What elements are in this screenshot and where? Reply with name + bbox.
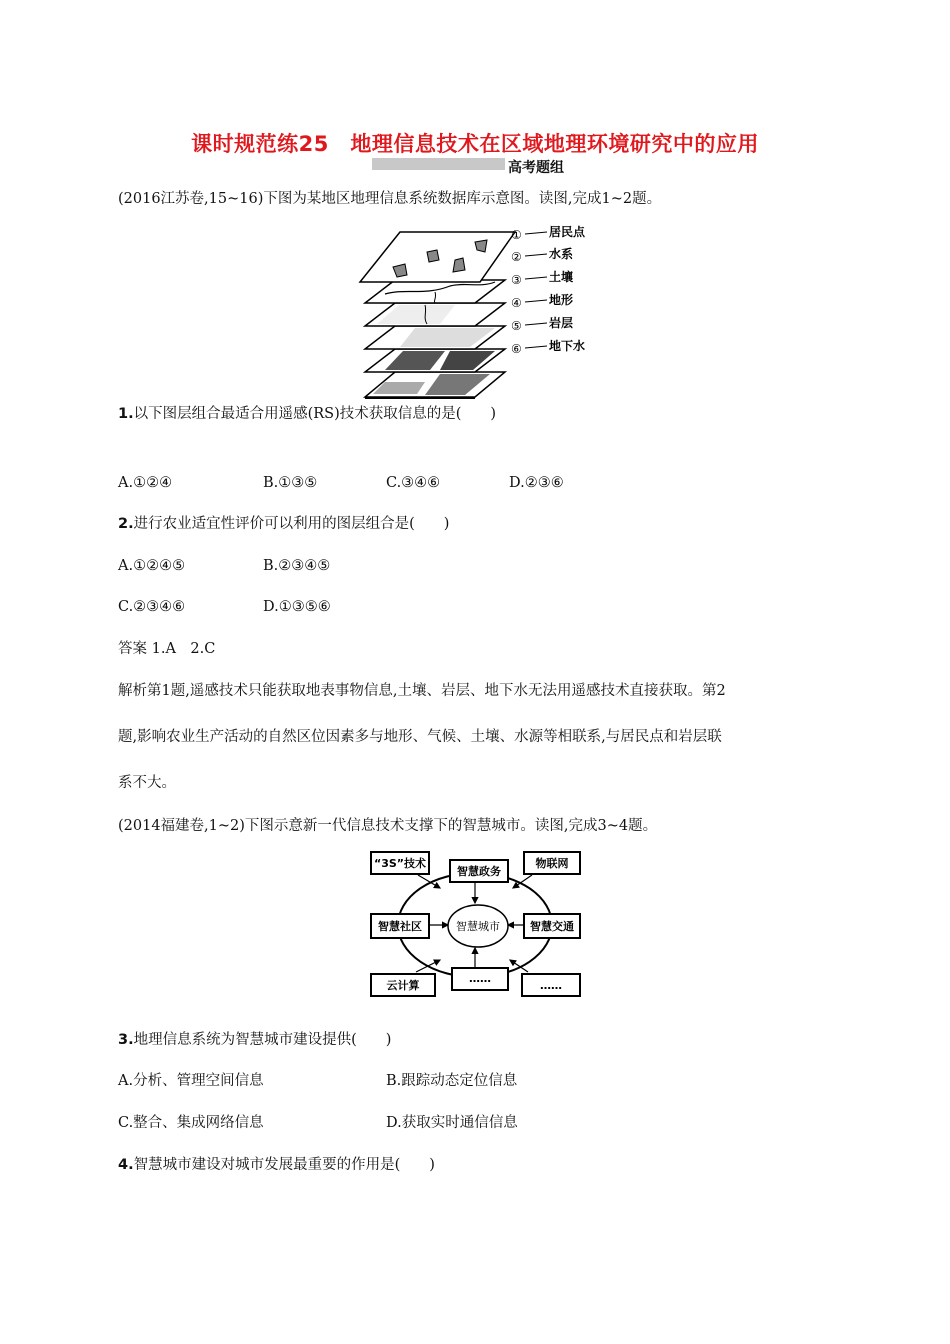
- layer-num-5: ⑤: [511, 319, 522, 333]
- q2-option-d: D.①③⑤⑥: [263, 599, 331, 615]
- smart-city-diagram: [368, 850, 583, 1000]
- question-2: [118, 514, 449, 534]
- layer-label-2: 水系: [549, 247, 574, 261]
- node-smart-traffic: 智慧交通: [530, 920, 574, 933]
- question-number: 3.: [118, 1032, 134, 1048]
- question-4: [118, 1155, 435, 1175]
- node-etc-2: ……: [540, 979, 562, 992]
- layer-label-6: 地下水: [549, 339, 586, 353]
- question-1: [118, 404, 496, 424]
- layer-num-2: ②: [511, 250, 522, 264]
- layer-soil: [365, 303, 505, 326]
- intro-2: (2014福建卷,1~2)下图示意新一代信息技术支撑下的智慧城市。读图,完成3~4题。: [118, 818, 658, 834]
- q3-option-d: D.获取实时通信信息: [386, 1115, 518, 1131]
- node-smart-gov: 智慧政务: [457, 865, 501, 878]
- gis-layer-diagram: [355, 222, 605, 400]
- layer-label-5: 岩层: [549, 316, 574, 330]
- analysis-line-1: 解析第1题,遥感技术只能获取地表事物信息,土壤、岩层、地下水无法用遥感技术直接获取。第2: [118, 683, 726, 699]
- q1-option-a: A.①②④: [118, 475, 173, 491]
- layer-settlement: [360, 232, 515, 282]
- layer-label-4: 地形: [549, 293, 574, 307]
- layer-label-3: 土壤: [549, 270, 574, 284]
- analysis-line-3: 系不大。: [118, 775, 176, 791]
- question-number: 4.: [118, 1157, 134, 1173]
- q1-option-b: B.①③⑤: [263, 475, 318, 491]
- q3-option-b: B.跟踪动态定位信息: [386, 1073, 518, 1089]
- q2-option-b: B.②③④⑤: [263, 558, 331, 574]
- subtitle-bar: [372, 158, 505, 170]
- page-title: 课时规范练25 地理信息技术在区域地理环境研究中的应用: [191, 132, 759, 156]
- q1-option-d: D.②③⑥: [509, 475, 564, 491]
- layer-num-6: ⑥: [511, 342, 522, 356]
- layer-num-1: ①: [511, 228, 522, 242]
- q2-option-a: A.①②④⑤: [118, 558, 186, 574]
- layer-groundwater: [365, 372, 505, 399]
- node-etc-1: ……: [469, 972, 491, 985]
- intro-1: (2016江苏卷,15~16)下图为某地区地理信息系统数据库示意图。读图,完成1~2题。: [118, 191, 662, 207]
- q1-option-c: C.③④⑥: [386, 475, 441, 491]
- q3-option-a: A.分析、管理空间信息: [118, 1073, 264, 1089]
- layer-terrain: [365, 326, 505, 349]
- layer-water: [365, 280, 505, 303]
- node-iot: 物联网: [535, 857, 569, 870]
- question-3: [118, 1030, 391, 1050]
- layer-num-3: ③: [511, 273, 522, 287]
- section-subtitle: 高考题组: [508, 160, 564, 176]
- question-text: 地理信息系统为智慧城市建设提供( ): [133, 1032, 392, 1048]
- layer-num-4: ④: [511, 296, 522, 310]
- layer-label-1: 居民点: [549, 225, 586, 239]
- layer-rock: [365, 349, 505, 372]
- answer-1-2: 答案 1.A 2.C: [118, 641, 216, 657]
- question-number: 2.: [118, 516, 134, 532]
- node-smart-community: 智慧社区: [378, 920, 422, 933]
- center-label: 智慧城市: [456, 920, 500, 933]
- node-3s: “3S”技术: [373, 857, 427, 870]
- q2-option-c: C.②③④⑥: [118, 599, 186, 615]
- question-text: 以下图层组合最适合用遥感(RS)技术获取信息的是( ): [133, 406, 497, 422]
- question-text: 智慧城市建设对城市发展最重要的作用是( ): [133, 1157, 435, 1173]
- question-number: 1.: [118, 406, 134, 422]
- q3-option-c: C.整合、集成网络信息: [118, 1115, 264, 1131]
- node-cloud: 云计算: [386, 979, 420, 992]
- question-text: 进行农业适宜性评价可以利用的图层组合是( ): [133, 516, 450, 532]
- analysis-line-2: 题,影响农业生产活动的自然区位因素多与地形、气候、土壤、水源等相联系,与居民点和岩层联: [118, 729, 722, 745]
